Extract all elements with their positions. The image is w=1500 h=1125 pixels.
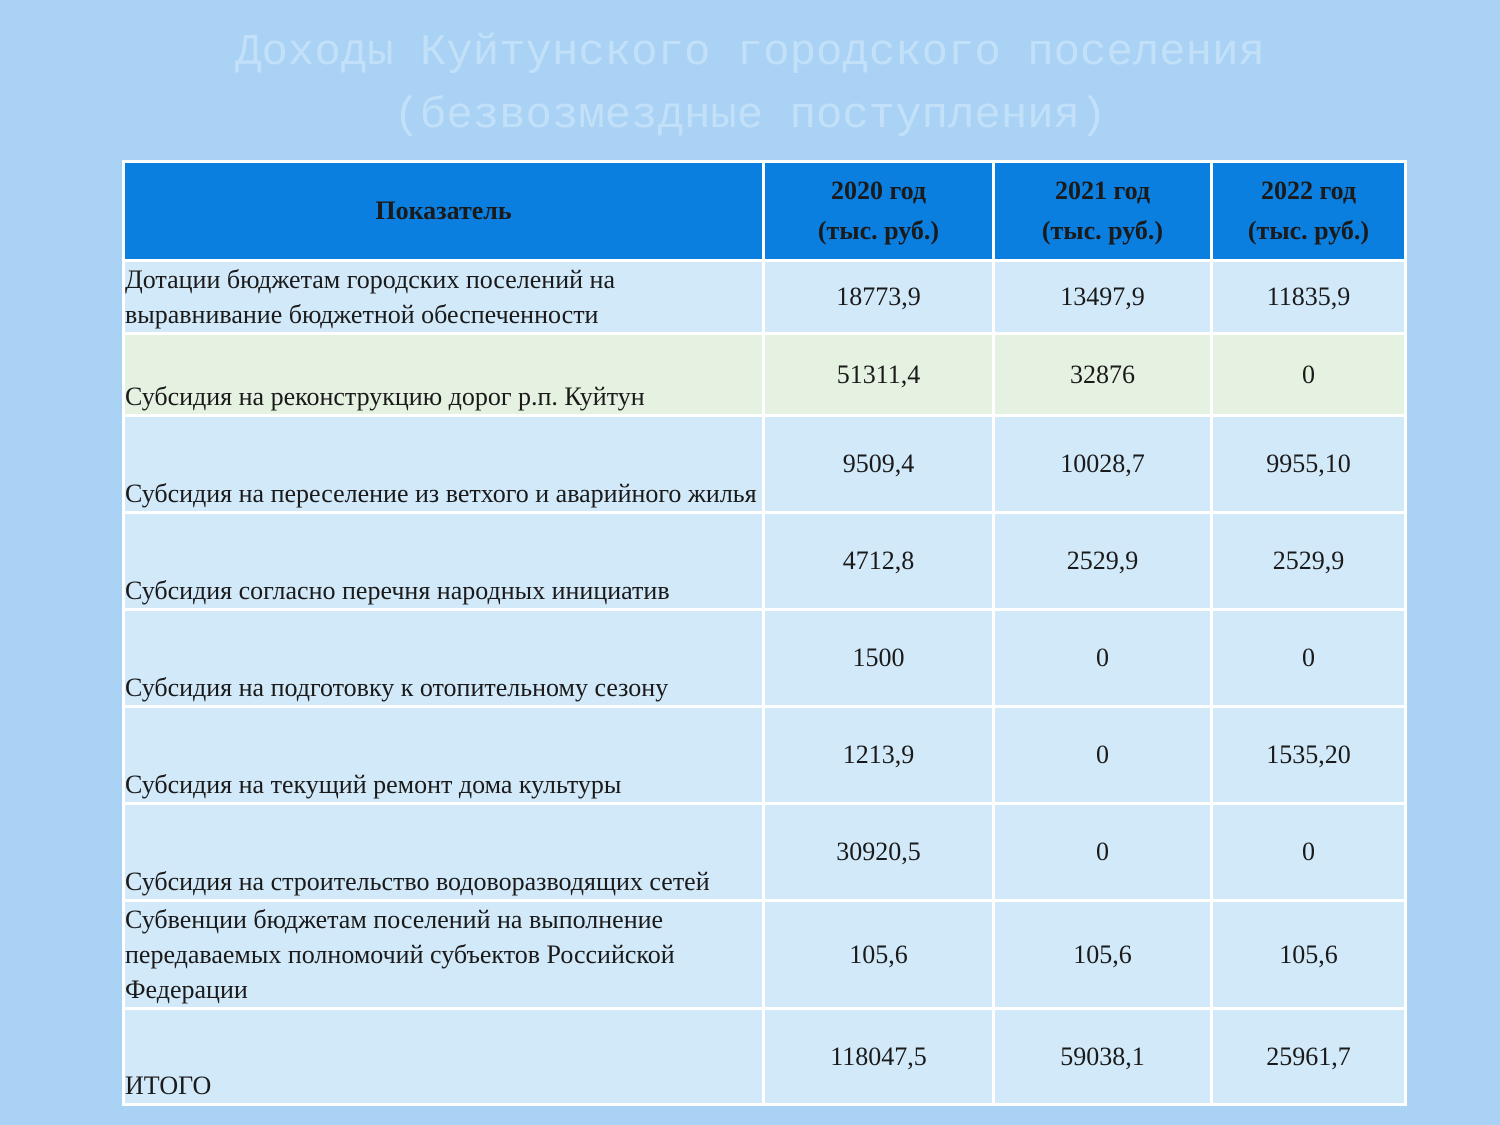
header-indicator: Показатель (124, 162, 764, 261)
table-row (124, 610, 1406, 707)
header-2022: 2022 год (тыс. руб.) (1212, 162, 1406, 261)
row-value-2021: 59038,1 (994, 1009, 1212, 1105)
row-value-2021: 0 (994, 707, 1212, 804)
table-row (124, 334, 1406, 416)
row-value-2020: 4712,8 (764, 513, 994, 610)
row-value-2021: 10028,7 (994, 416, 1212, 513)
row-value-2020: 1213,9 (764, 707, 994, 804)
table-row (124, 901, 1406, 1009)
revenue-table (122, 160, 1407, 1106)
table-row (124, 804, 1406, 901)
row-value-2021: 32876 (994, 334, 1212, 416)
row-label: Субсидия на строительство водоворазводящих сетей (124, 804, 764, 901)
row-value-2022: 0 (1212, 334, 1406, 416)
row-label: Субсидия согласно перечня народных инициатив (124, 513, 764, 610)
row-value-2020: 105,6 (764, 901, 994, 1009)
row-label: Субсидия на текущий ремонт дома культуры (124, 707, 764, 804)
table-header-row (124, 162, 1406, 261)
table-row (124, 513, 1406, 610)
row-label: Субсидия на переселение из ветхого и аварийного жилья (124, 416, 764, 513)
row-value-2021: 13497,9 (994, 261, 1212, 334)
title-line-2: (безвозмездные поступления) (393, 91, 1107, 141)
header-2020: 2020 год (тыс. руб.) (764, 162, 994, 261)
table-row (124, 707, 1406, 804)
row-value-2021: 0 (994, 804, 1212, 901)
table-row (124, 416, 1406, 513)
table-row (124, 261, 1406, 334)
row-value-2020: 9509,4 (764, 416, 994, 513)
row-value-2020: 1500 (764, 610, 994, 707)
row-value-2020: 51311,4 (764, 334, 994, 416)
row-label: Субвенции бюджетам поселений на выполнение передаваемых полномочий субъектов Российской Федерации (124, 901, 764, 1009)
slide-title (0, 22, 1500, 148)
row-value-2020: 18773,9 (764, 261, 994, 334)
row-value-2022: 105,6 (1212, 901, 1406, 1009)
row-label: Дотации бюджетам городских поселений на выравнивание бюджетной обеспеченности (124, 261, 764, 334)
row-value-2021: 2529,9 (994, 513, 1212, 610)
table-row-total (124, 1009, 1406, 1105)
row-value-2021: 0 (994, 610, 1212, 707)
row-value-2022: 0 (1212, 610, 1406, 707)
row-value-2020: 118047,5 (764, 1009, 994, 1105)
row-label: Субсидия на реконструкцию дорог р.п. Куйтун (124, 334, 764, 416)
row-value-2022: 0 (1212, 804, 1406, 901)
row-label: Субсидия на подготовку к отопительному сезону (124, 610, 764, 707)
row-value-2021: 105,6 (994, 901, 1212, 1009)
row-label-total: ИТОГО (124, 1009, 764, 1105)
row-value-2022: 9955,10 (1212, 416, 1406, 513)
row-value-2022: 11835,9 (1212, 261, 1406, 334)
title-line-1: Доходы Куйтунского городского поселения (235, 28, 1265, 78)
row-value-2020: 30920,5 (764, 804, 994, 901)
row-value-2022: 1535,20 (1212, 707, 1406, 804)
header-2021: 2021 год (тыс. руб.) (994, 162, 1212, 261)
row-value-2022: 25961,7 (1212, 1009, 1406, 1105)
row-value-2022: 2529,9 (1212, 513, 1406, 610)
